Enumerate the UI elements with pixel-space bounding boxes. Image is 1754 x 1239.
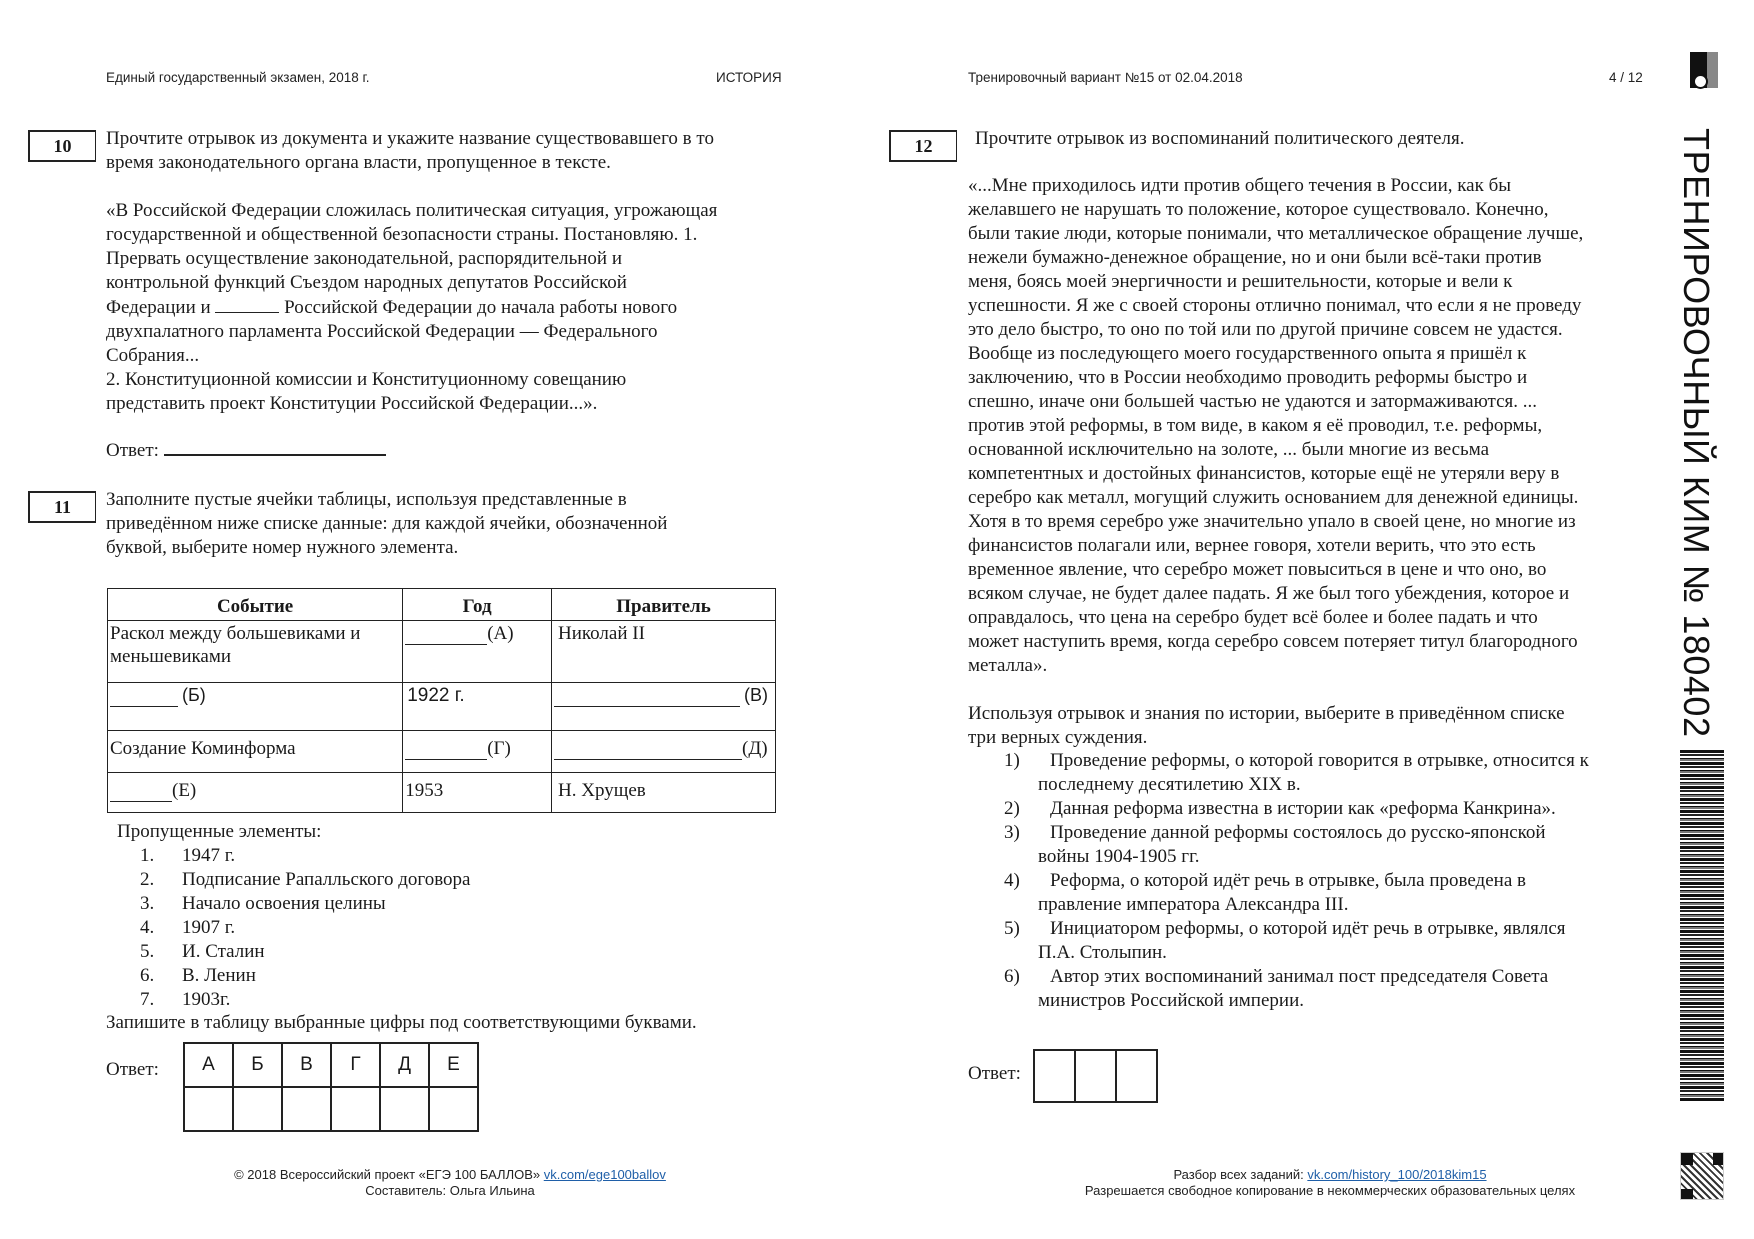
- list-text: 1903г.: [182, 989, 231, 1010]
- question-line: три верных суждения.: [968, 727, 1148, 748]
- footer-license: Разрешается свободное копирование в некоммерческих образовательных целях: [1084, 1183, 1576, 1198]
- answer-letter: Г: [331, 1043, 380, 1087]
- quote-line: Хотя в то время серебро уже значительно упало в своей цене, но многие из: [968, 511, 1576, 532]
- table-row: [108, 773, 776, 813]
- quote-line: государственной и общественной безопасности страны. Постановляю. 1.: [106, 224, 698, 245]
- list-item: [140, 964, 470, 988]
- quote-line: меня, боясь моей энергичности и решительности, которые и вели к: [968, 271, 1513, 292]
- task10-prompt-line: Прочтите отрывок из документа и укажите название существовавшего в то: [106, 128, 714, 149]
- footer-link-history100[interactable]: vk.com/history_100/2018kim15: [1307, 1167, 1487, 1182]
- quote-line: серебро как металл, могущий служить основанием для денежной единицы.: [968, 487, 1579, 508]
- footer-author: Составитель: Ольга Ильина: [365, 1183, 535, 1198]
- table-header-row: [108, 589, 776, 621]
- list-item: [1004, 917, 1664, 965]
- list-number: 5): [1004, 918, 1020, 939]
- list-number: 7.: [140, 989, 155, 1010]
- table-cell-blank[interactable]: [403, 731, 552, 773]
- table-cell: Н. Хрущев: [552, 773, 776, 813]
- analysis-text: Разбор всех заданий:: [1173, 1167, 1308, 1182]
- task11-instruction: Запишите в таблицу выбранные цифры под соответствующими буквами.: [106, 1012, 697, 1033]
- answer-cell-2[interactable]: [1075, 1050, 1116, 1102]
- quote-line: успешности. Я же с своей стороны отлично понимал, что если я не проведу: [968, 295, 1582, 316]
- quote-line: спешно, иначе они большей частью не удаются и затормаживаются. ...: [968, 391, 1538, 412]
- task11-answer-label: Ответ:: [106, 1059, 159, 1080]
- option-line: министров Российской империи.: [1038, 990, 1304, 1011]
- answer-values-row: [184, 1087, 478, 1131]
- table-cell: 1953: [403, 773, 552, 813]
- quote-line: это дело быстро, то оно по той или по другой причине совсем не удастся.: [968, 319, 1563, 340]
- list-number: 2): [1004, 798, 1020, 819]
- list-item: [1004, 821, 1664, 869]
- quote-line: Прервать осуществление законодательной, распорядительной и: [106, 248, 623, 269]
- task12-question: [968, 702, 1565, 750]
- quote-line: контрольной функций Съездом народных депутатов Российской: [106, 272, 627, 293]
- quote-line: желавшего не нарушать то положение, которое существовало. Конечно,: [968, 199, 1549, 220]
- column-header: Событие: [108, 589, 403, 621]
- quote-line: против этой реформы, в том виде, в каком я её проводил, т.е. реформы,: [968, 415, 1543, 436]
- list-text: Начало освоения целины: [182, 893, 386, 914]
- list-number: 1): [1004, 750, 1020, 771]
- quote-line: основанной исключительно на золоте, ... были многие из весьма: [968, 439, 1490, 460]
- quote-line: Собрания...: [106, 345, 200, 366]
- table-cell: Николай II: [552, 621, 776, 683]
- list-item: [1004, 797, 1664, 821]
- answer-cell-e[interactable]: [429, 1087, 478, 1131]
- exam-title: Единый государственный экзамен, 2018 г.: [106, 70, 370, 85]
- list-item: [1004, 749, 1664, 797]
- task10-prompt: [106, 127, 714, 175]
- option-line: последнему десятилетию XIX в.: [1038, 774, 1301, 795]
- option-line: Инициатором реформы, о которой идёт речь в отрывке, являлся: [1050, 918, 1566, 939]
- table-cell-blank[interactable]: [108, 683, 403, 731]
- list-text: 1907 г.: [182, 917, 236, 938]
- list-text: И. Сталин: [182, 941, 265, 962]
- table-cell-blank[interactable]: [552, 683, 776, 731]
- quote-line: были такие люди, которые понимали, что металлическое обращение лучше,: [968, 223, 1584, 244]
- quote-fragment: Федерации и: [106, 297, 216, 318]
- option-line: Реформа, о которой идёт речь в отрывке, была проведена в: [1050, 870, 1526, 891]
- column-header: Правитель: [552, 589, 776, 621]
- answer-cell-1[interactable]: [1034, 1050, 1075, 1102]
- list-number: 6): [1004, 966, 1020, 987]
- answer-cell-3[interactable]: [1116, 1050, 1157, 1102]
- list-item: [1004, 965, 1664, 1013]
- quote-line: 2. Конституционной комиссии и Конституционному совещанию: [106, 369, 627, 390]
- text-blank: [215, 295, 279, 313]
- cell-letter: (Г): [487, 738, 511, 759]
- task-number-11: 11: [28, 491, 96, 523]
- missing-elements-list: [140, 844, 470, 1012]
- subject-title: ИСТОРИЯ: [716, 70, 782, 85]
- option-line: правление императора Александра III.: [1038, 894, 1349, 915]
- answer-cell-v[interactable]: [282, 1087, 331, 1131]
- list-text: В. Ленин: [182, 965, 256, 986]
- footer-left: [150, 1167, 750, 1199]
- list-number: 2.: [140, 869, 155, 890]
- quote-line: Вообще из последующего моего государственного опыта я пришёл к: [968, 343, 1527, 364]
- cell-letter: (Б): [182, 685, 206, 705]
- task11-prompt: [106, 488, 667, 560]
- footer-copyright: [150, 1167, 750, 1183]
- option-line: П.А. Столыпин.: [1038, 942, 1167, 963]
- quote-fragment: Российской Федерации до начала работы нового: [279, 297, 678, 318]
- list-number: 3): [1004, 822, 1020, 843]
- footer-link-ege100ballov[interactable]: vk.com/ege100ballov: [543, 1167, 666, 1182]
- quote-line: временное явление, что серебро может повыситься в цене и что оно, во: [968, 559, 1547, 580]
- quote-line: двухпалатного парламента Российской Федерации — Федерального: [106, 321, 658, 342]
- cell-letter: (Е): [172, 780, 197, 801]
- list-item: [140, 940, 470, 964]
- answer-cell-d[interactable]: [380, 1087, 429, 1131]
- task11-prompt-line: приведённом ниже списке данные: для каждой ячейки, обозначенной: [106, 513, 668, 534]
- list-item: [140, 844, 470, 868]
- task11-answer-grid: [183, 1042, 479, 1132]
- page-number: 4 / 12: [1609, 70, 1643, 85]
- option-line: Данная реформа известна в истории как «реформа Канкрина».: [1050, 798, 1556, 819]
- quote-line: нежели бумажно-денежное обращение, но и они были всё-таки против: [968, 247, 1542, 268]
- cell-letter: (А): [487, 623, 514, 644]
- task12-answer-grid: [1033, 1049, 1158, 1103]
- table-row: [108, 731, 776, 773]
- list-number: 1.: [140, 845, 155, 866]
- task12-prompt: Прочтите отрывок из воспоминаний политического деятеля.: [975, 128, 1465, 149]
- answer-letter: Е: [429, 1043, 478, 1087]
- sidebar-title-text: ТРЕНИРОВОЧНЫЙ КИМ № 180402: [1676, 128, 1717, 738]
- list-item: [1004, 869, 1664, 917]
- list-number: 4): [1004, 870, 1020, 891]
- quote-line: компетентных и достойных финансистов, которые ещё не утеряли веру в: [968, 463, 1560, 484]
- option-line: Автор этих воспоминаний занимал пост председателя Совета: [1050, 966, 1549, 987]
- task10-prompt-line: время законодательного органа власти, пропущенное в тексте.: [106, 152, 611, 173]
- task10-answer-field[interactable]: [164, 438, 386, 456]
- task12-answer-label: Ответ:: [968, 1063, 1021, 1084]
- list-text: 1947 г.: [182, 845, 236, 866]
- task11-prompt-line: буквой, выберите номер нужного элемента.: [106, 537, 459, 558]
- quote-line: оправдалось, что цена на серебро будет всё более и более падать и что: [968, 607, 1538, 628]
- list-item: [140, 916, 470, 940]
- list-text: Подписание Рапалльского договора: [182, 869, 471, 890]
- list-item: [140, 988, 470, 1012]
- question-line: Используя отрывок и знания по истории, выберите в приведённом списке: [968, 703, 1565, 724]
- table-cell: Раскол между большевиками и меньшевиками: [108, 621, 403, 683]
- list-item: [140, 892, 470, 916]
- task10-quote: [106, 199, 717, 416]
- table-cell: 1922 г.: [403, 683, 552, 731]
- cell-blank: [405, 742, 487, 760]
- logo-icon: [1690, 52, 1718, 88]
- quote-line: может наступить время, когда серебро совсем потеряет титул благородного: [968, 631, 1578, 652]
- cell-letter: (В): [744, 685, 769, 705]
- quote-line: представить проект Конституции Российской Федерации...».: [106, 393, 598, 414]
- task10-answer: [106, 438, 386, 463]
- table-cell: Создание Коминформа: [108, 731, 403, 773]
- table-row: [108, 621, 776, 683]
- task12-quote: [968, 174, 1583, 678]
- qr-code-icon: [1680, 1152, 1724, 1200]
- option-line: войны 1904-1905 гг.: [1038, 846, 1200, 867]
- cell-blank: [110, 689, 178, 707]
- cell-letter: (Д): [742, 738, 768, 759]
- column-header: Год: [403, 589, 552, 621]
- list-number: 6.: [140, 965, 155, 986]
- answer-letter: В: [282, 1043, 331, 1087]
- answer-cell-g[interactable]: [331, 1087, 380, 1131]
- judgements-list: [1004, 749, 1664, 1013]
- cell-blank: [405, 627, 487, 645]
- answer-cell-b[interactable]: [233, 1087, 282, 1131]
- option-line: Проведение реформы, о которой говорится в отрывке, относится к: [1050, 750, 1589, 771]
- cell-blank: [554, 742, 742, 760]
- cell-blank: [554, 689, 740, 707]
- answer-label: Ответ:: [106, 440, 159, 461]
- variant-title: Тренировочный вариант №15 от 02.04.2018: [968, 70, 1243, 85]
- table-cell-blank[interactable]: [403, 621, 552, 683]
- sidebar-title: [1676, 128, 1717, 738]
- quote-line: финансистов полагали или, вернее говоря, хотели верить, что это есть: [968, 535, 1536, 556]
- list-number: 4.: [140, 917, 155, 938]
- copyright-text: © 2018 Всероссийский проект «ЕГЭ 100 БАЛЛОВ»: [234, 1167, 544, 1182]
- quote-line: всяком случае, не будет далее падать. Я же был того убеждения, которое и: [968, 583, 1570, 604]
- answer-letter: А: [184, 1043, 233, 1087]
- missing-elements-title: Пропущенные элементы:: [117, 821, 322, 842]
- answer-cell-a[interactable]: [184, 1087, 233, 1131]
- table-cell-blank[interactable]: [108, 773, 403, 813]
- table-cell-blank[interactable]: [552, 731, 776, 773]
- answer-letter: Д: [380, 1043, 429, 1087]
- quote-line: «В Российской Федерации сложилась политическая ситуация, угрожающая: [106, 200, 718, 221]
- quote-line: металла».: [968, 655, 1048, 676]
- answer-letters-row: [184, 1043, 478, 1087]
- events-table: [107, 588, 776, 813]
- quote-line: «...Мне приходилось идти против общего течения в России, как бы: [968, 175, 1512, 196]
- table-row: [108, 683, 776, 731]
- quote-line-with-blank: [106, 295, 717, 320]
- footer-right: [1000, 1167, 1660, 1199]
- task-number-10: 10: [28, 130, 96, 162]
- list-item: [140, 868, 470, 892]
- barcode-icon: [1680, 750, 1724, 1102]
- task11-prompt-line: Заполните пустые ячейки таблицы, используя представленные в: [106, 489, 627, 510]
- task-number-12: 12: [889, 130, 957, 162]
- list-number: 5.: [140, 941, 155, 962]
- footer-analysis: [1000, 1167, 1660, 1183]
- cell-blank: [110, 784, 172, 802]
- answer-values-row: [1034, 1050, 1157, 1102]
- list-number: 3.: [140, 893, 155, 914]
- quote-line: заключению, что в России необходимо проводить реформы быстро и: [968, 367, 1528, 388]
- option-line: Проведение данной реформы состоялось до русско-японской: [1050, 822, 1546, 843]
- answer-letter: Б: [233, 1043, 282, 1087]
